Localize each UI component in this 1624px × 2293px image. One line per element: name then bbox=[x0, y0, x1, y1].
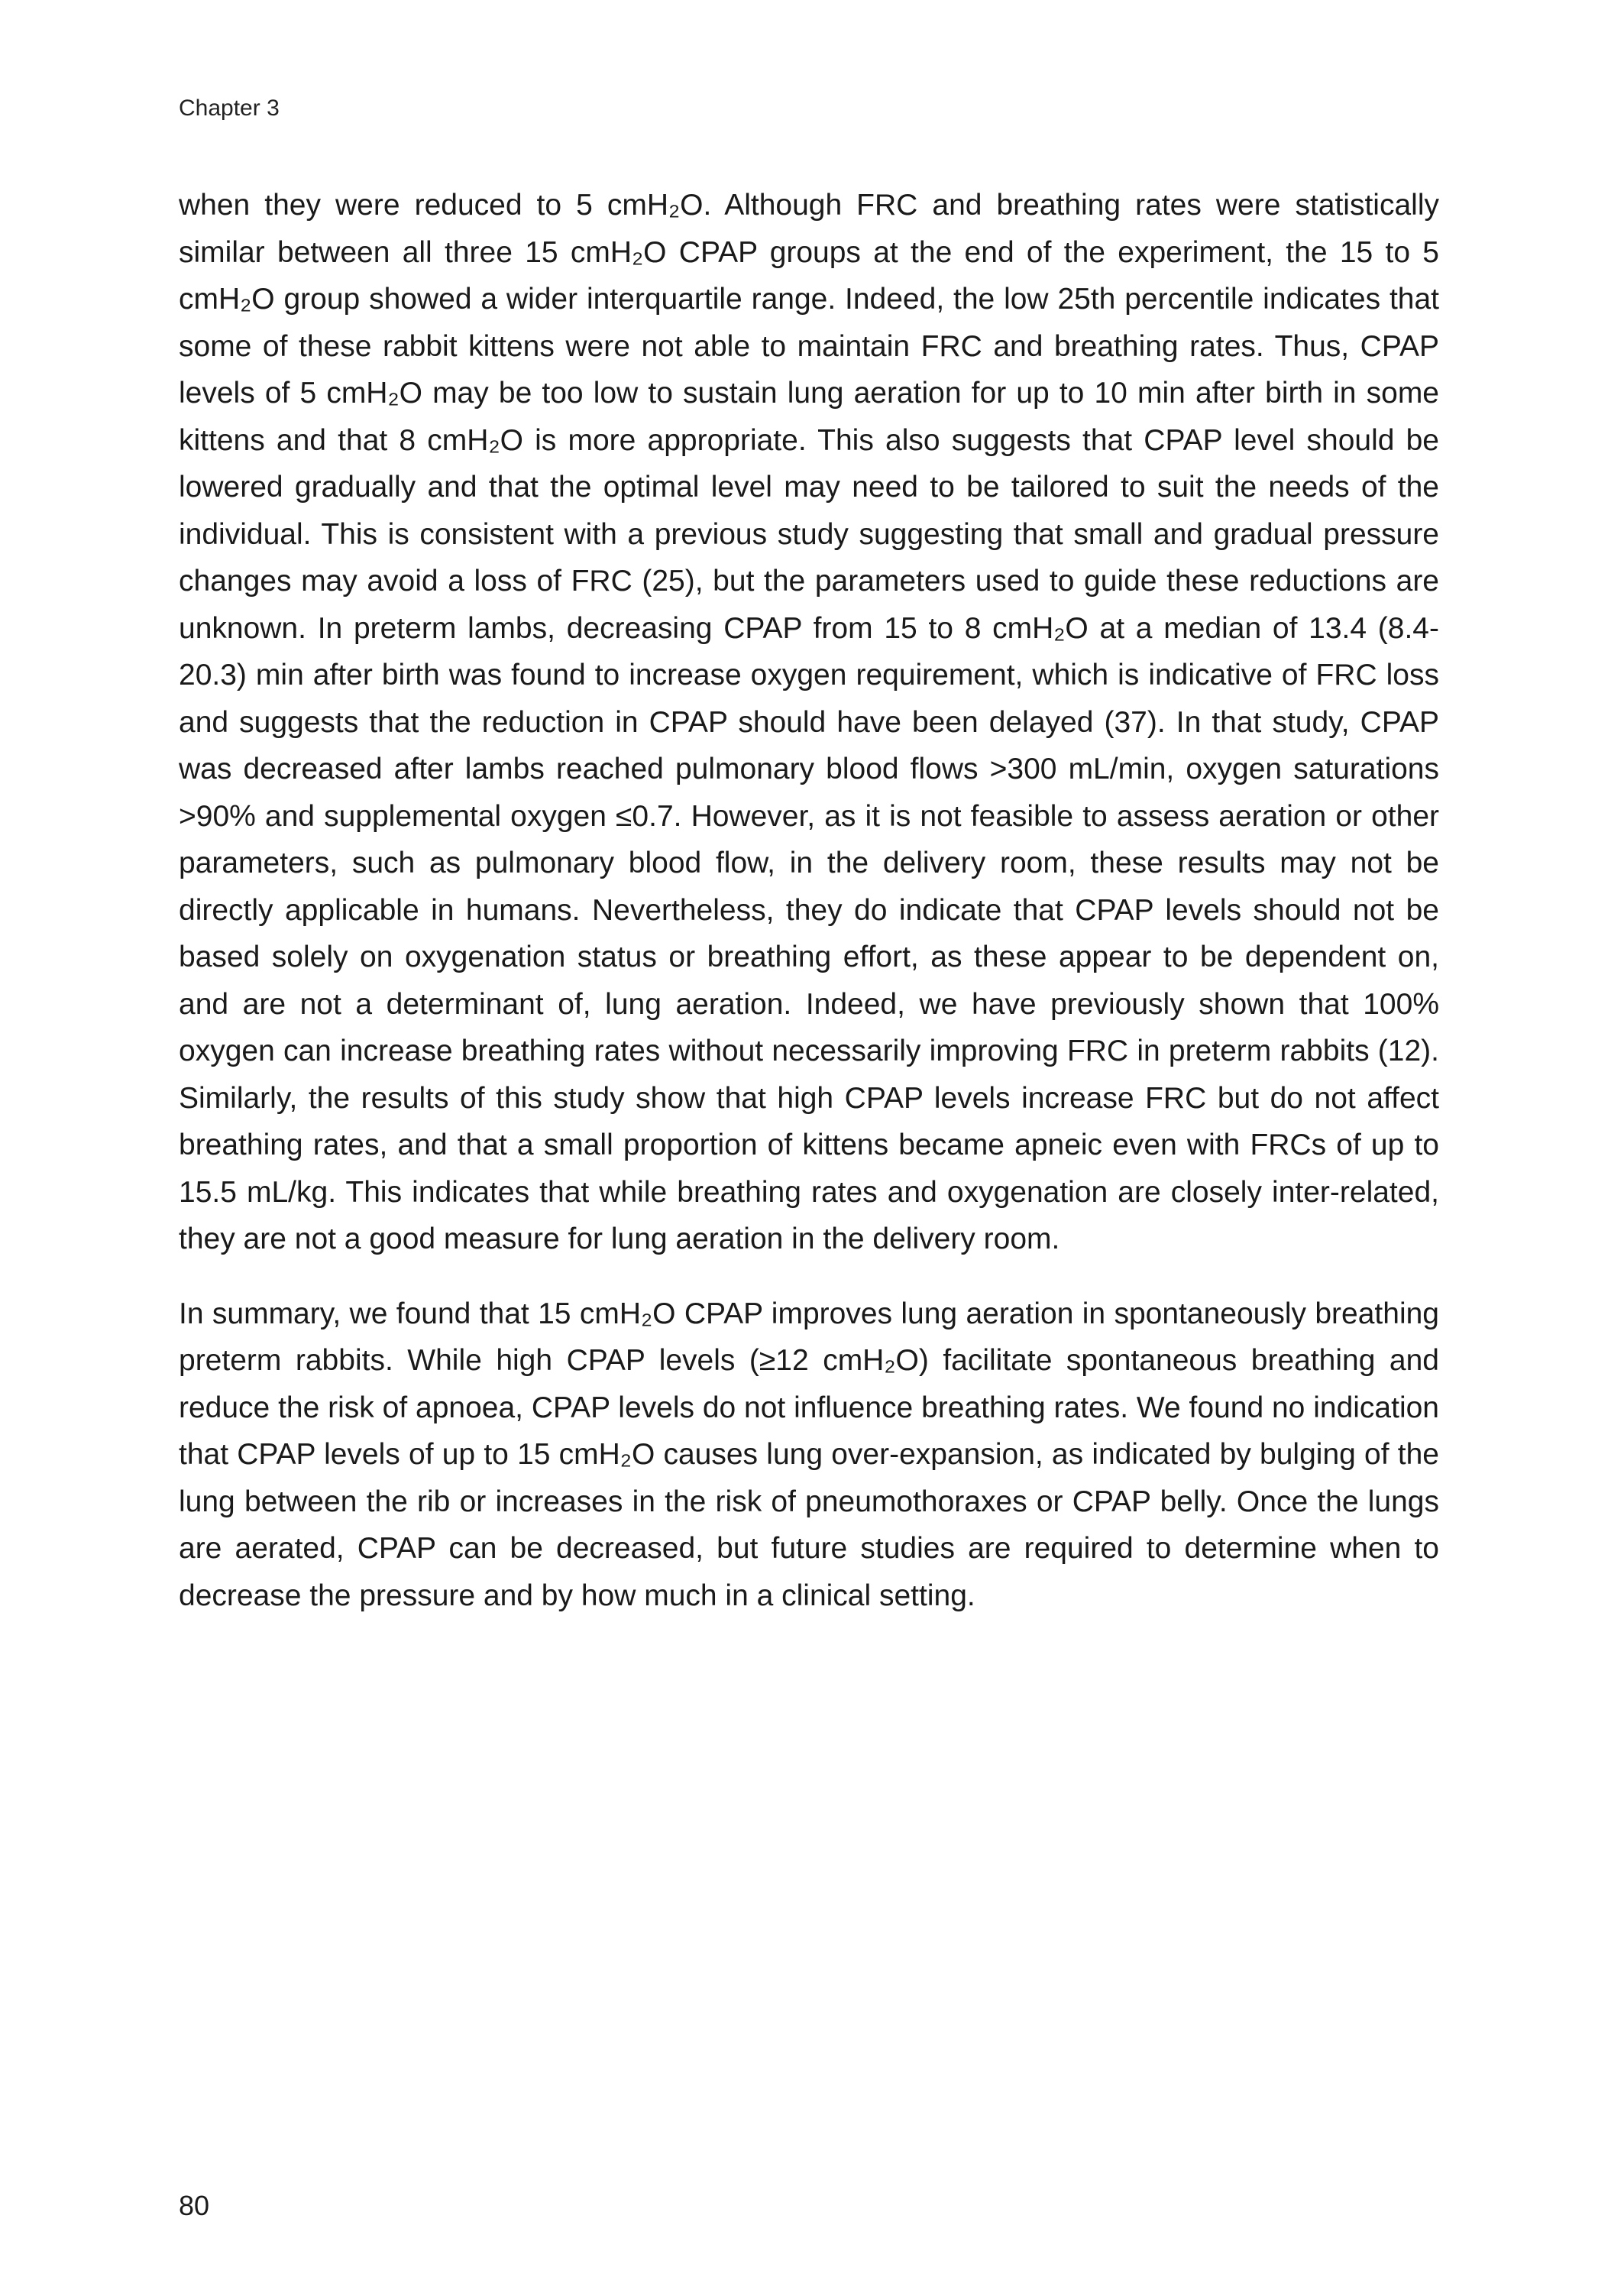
running-header-chapter: Chapter 3 bbox=[179, 96, 280, 121]
body-text bbox=[179, 182, 1439, 1619]
paragraph-discussion-cpap-reduction: when they were reduced to 5 cmH₂O. Although FRC and breathing rates were statistically similar between all three 15 cmH₂O CPAP groups at the end of the experiment, the 15 to 5 cmH₂O group showed a wider interquartile range. Indeed, the low 25th percentile indicates that some of these rabbit kittens were not able to maintain FRC and breathing rates. Thus, CPAP levels of 5 cmH₂O may be too low to sustain lung aeration for up to 10 min after birth in some kittens and that 8 cmH₂O is more appropriate. This also suggests that CPAP level should be lowered gradually and that the optimal level may need to be tailored to suit the needs of the individual. This is consistent with a previous study suggesting that small and gradual pressure changes may avoid a loss of FRC (25), but the parameters used to guide these reductions are unknown. In preterm lambs, decreasing CPAP from 15 to 8 cmH₂O at a median of 13.4 (8.4-20.3) min after birth was found to increase oxygen requirement, which is indicative of FRC loss and suggests that the reduction in CPAP should have been delayed (37). In that study, CPAP was decreased after lambs reached pulmonary blood flows >300 mL/min, oxygen saturations >90% and supplemental oxygen ≤0.7. However, as it is not feasible to assess aeration or other parameters, such as pulmonary blood flow, in the delivery room, these results may not be directly applicable in humans. Nevertheless, they do indicate that CPAP levels should not be based solely on oxygenation status or breathing effort, as these appear to be dependent on, and are not a determinant of, lung aeration. Indeed, we have previously shown that 100% oxygen can increase breathing rates without necessarily improving FRC in preterm rabbits (12). Similarly, the results of this study show that high CPAP levels increase FRC but do not affect breathing rates, and that a small proportion of kittens became apneic even with FRCs of up to 15.5 mL/kg. This indicates that while breathing rates and oxygenation are closely inter-related, they are not a good measure for lung aeration in the delivery room. bbox=[179, 189, 1439, 1255]
paragraph-summary: In summary, we found that 15 cmH₂O CPAP improves lung aeration in spontaneously breathing preterm rabbits. While high CPAP levels (≥12 cmH₂O) facilitate spontaneous breathing and reduce the risk of apnoea, CPAP levels do not influence breathing rates. We found no indication that CPAP levels of up to 15 cmH₂O causes lung over-expansion, as indicated by bulging of the lung between the rib or increases in the risk of pneumothoraxes or CPAP belly. Once the lungs are aerated, CPAP can be decreased, but future studies are required to determine when to decrease the pressure and by how much in a clinical setting. bbox=[179, 1297, 1439, 1612]
page-number: 80 bbox=[179, 2190, 210, 2221]
